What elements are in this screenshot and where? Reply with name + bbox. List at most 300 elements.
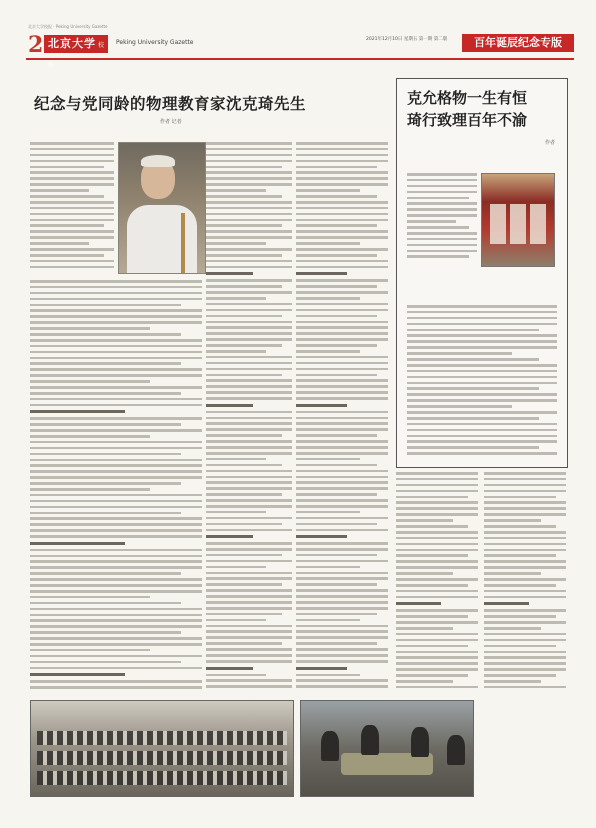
text-line bbox=[206, 636, 292, 639]
text-line bbox=[296, 535, 347, 538]
text-line bbox=[206, 595, 292, 598]
text-line bbox=[206, 619, 266, 622]
text-line bbox=[206, 660, 292, 663]
text-line bbox=[396, 686, 478, 689]
text-line bbox=[484, 651, 566, 654]
text-line bbox=[30, 470, 202, 473]
text-line bbox=[30, 404, 202, 407]
text-line bbox=[206, 195, 282, 198]
text-line bbox=[206, 160, 292, 163]
text-line bbox=[296, 332, 388, 335]
text-line bbox=[206, 230, 292, 233]
text-line bbox=[407, 358, 539, 361]
text-line bbox=[296, 583, 377, 586]
text-line bbox=[296, 385, 388, 388]
text-line bbox=[296, 548, 388, 551]
text-line bbox=[296, 566, 360, 569]
text-line bbox=[30, 362, 181, 365]
text-line bbox=[396, 645, 468, 648]
text-line bbox=[30, 201, 114, 204]
text-line bbox=[484, 496, 556, 499]
text-line bbox=[296, 236, 388, 239]
text-line bbox=[206, 529, 292, 532]
text-line bbox=[296, 260, 388, 263]
text-line bbox=[30, 148, 114, 151]
text-line bbox=[206, 207, 292, 210]
text-line bbox=[30, 512, 181, 515]
text-line bbox=[407, 334, 557, 337]
text-line bbox=[296, 411, 388, 414]
text-line bbox=[407, 317, 557, 320]
text-line bbox=[296, 560, 388, 563]
text-line bbox=[30, 417, 202, 420]
text-line bbox=[206, 464, 282, 467]
text-line bbox=[30, 351, 202, 354]
text-line bbox=[396, 674, 468, 677]
text-line bbox=[206, 411, 292, 414]
text-line bbox=[296, 577, 388, 580]
text-line bbox=[30, 549, 202, 552]
text-line bbox=[206, 542, 292, 545]
text-line bbox=[484, 590, 566, 593]
text-line bbox=[296, 470, 388, 473]
text-line bbox=[30, 649, 150, 652]
text-line bbox=[296, 417, 388, 420]
text-line bbox=[206, 142, 292, 145]
text-line bbox=[396, 621, 478, 624]
text-line bbox=[396, 501, 478, 504]
text-line bbox=[396, 507, 478, 510]
newspaper-logo bbox=[44, 35, 108, 69]
text-line bbox=[30, 286, 202, 289]
text-line bbox=[30, 506, 202, 509]
text-line bbox=[30, 357, 202, 360]
text-line bbox=[30, 500, 202, 503]
text-line bbox=[30, 441, 202, 444]
text-line bbox=[206, 572, 292, 575]
text-line bbox=[407, 173, 477, 176]
text-line bbox=[206, 607, 292, 610]
text-line bbox=[206, 648, 292, 651]
text-line bbox=[407, 376, 557, 379]
text-line bbox=[296, 279, 388, 282]
text-line bbox=[206, 321, 292, 324]
text-line bbox=[206, 177, 292, 180]
text-line bbox=[296, 213, 388, 216]
text-line bbox=[206, 499, 292, 502]
text-line bbox=[484, 537, 566, 540]
text-line bbox=[484, 584, 556, 587]
text-line bbox=[407, 191, 477, 194]
text-line bbox=[206, 183, 292, 186]
text-line bbox=[30, 380, 150, 383]
article-column-4 bbox=[396, 472, 478, 692]
text-line bbox=[296, 171, 388, 174]
text-line bbox=[296, 601, 388, 604]
text-line bbox=[30, 447, 202, 450]
text-line bbox=[296, 613, 377, 616]
text-line bbox=[296, 428, 388, 431]
text-line bbox=[296, 374, 377, 377]
text-line bbox=[206, 511, 266, 514]
text-line bbox=[206, 434, 282, 437]
text-line bbox=[296, 476, 388, 479]
text-line bbox=[30, 248, 114, 251]
text-line bbox=[206, 674, 266, 677]
text-line bbox=[296, 595, 388, 598]
text-line bbox=[206, 548, 292, 551]
text-line bbox=[296, 242, 360, 245]
text-line bbox=[407, 387, 539, 390]
text-line bbox=[296, 511, 360, 514]
text-line bbox=[30, 333, 181, 336]
text-line bbox=[296, 189, 360, 192]
text-line bbox=[206, 171, 292, 174]
text-line bbox=[396, 584, 468, 587]
text-line bbox=[30, 224, 104, 227]
text-line bbox=[206, 368, 292, 371]
text-line bbox=[206, 279, 292, 282]
text-line bbox=[296, 619, 360, 622]
text-line bbox=[396, 472, 478, 475]
text-line bbox=[407, 305, 557, 308]
text-line bbox=[206, 362, 292, 365]
text-line bbox=[206, 326, 292, 329]
text-line bbox=[396, 554, 468, 557]
text-line bbox=[407, 364, 557, 367]
logo-text: 北京大学 bbox=[48, 37, 96, 50]
text-line bbox=[484, 484, 566, 487]
text-line bbox=[206, 493, 282, 496]
text-line bbox=[206, 201, 292, 204]
text-line bbox=[407, 440, 557, 443]
text-line bbox=[407, 255, 469, 258]
text-line bbox=[206, 397, 292, 400]
text-line bbox=[484, 490, 566, 493]
text-line bbox=[30, 661, 181, 664]
text-line bbox=[30, 374, 202, 377]
text-line bbox=[206, 356, 292, 359]
text-line bbox=[296, 440, 388, 443]
text-line bbox=[296, 154, 388, 157]
text-line bbox=[30, 177, 114, 180]
text-line bbox=[484, 478, 566, 481]
text-line bbox=[296, 315, 377, 318]
text-line bbox=[296, 607, 388, 610]
text-line bbox=[407, 340, 557, 343]
text-line bbox=[396, 651, 478, 654]
text-line bbox=[296, 195, 377, 198]
text-line bbox=[206, 422, 292, 425]
text-line bbox=[396, 602, 441, 605]
text-line bbox=[206, 577, 292, 580]
text-line bbox=[30, 631, 181, 634]
text-line bbox=[206, 344, 282, 347]
text-line bbox=[206, 458, 266, 461]
text-line bbox=[296, 160, 388, 163]
text-line bbox=[296, 309, 388, 312]
text-line bbox=[407, 352, 512, 355]
text-line bbox=[206, 685, 292, 688]
text-line bbox=[30, 590, 202, 593]
text-line bbox=[296, 589, 388, 592]
text-line bbox=[30, 435, 150, 438]
text-line bbox=[30, 482, 181, 485]
text-line bbox=[296, 642, 377, 645]
text-line bbox=[396, 668, 478, 671]
text-line bbox=[396, 513, 478, 516]
text-line bbox=[296, 481, 388, 484]
text-line bbox=[484, 543, 566, 546]
text-line bbox=[30, 345, 202, 348]
text-line bbox=[296, 554, 377, 557]
text-line bbox=[296, 636, 388, 639]
text-line bbox=[407, 232, 477, 235]
text-line bbox=[484, 627, 541, 630]
text-line bbox=[296, 356, 388, 359]
text-line bbox=[30, 637, 202, 640]
text-line bbox=[30, 386, 202, 389]
text-line bbox=[30, 298, 202, 301]
masthead-rule bbox=[26, 58, 574, 60]
text-line bbox=[30, 195, 104, 198]
text-line bbox=[396, 560, 478, 563]
text-line bbox=[396, 537, 478, 540]
text-line bbox=[30, 304, 181, 307]
text-line bbox=[30, 392, 181, 395]
text-line bbox=[484, 566, 566, 569]
text-line bbox=[30, 459, 202, 462]
side-feature-headline: 克允格物一生有恒 琦行致理百年不渝 bbox=[407, 89, 528, 129]
text-line bbox=[206, 332, 292, 335]
text-line bbox=[407, 393, 557, 396]
article-column-1b bbox=[30, 280, 202, 692]
text-line bbox=[407, 399, 557, 402]
text-line bbox=[206, 291, 292, 294]
text-line bbox=[30, 464, 202, 467]
text-line bbox=[296, 685, 388, 688]
text-line bbox=[296, 458, 360, 461]
text-line bbox=[206, 309, 292, 312]
text-line bbox=[296, 219, 388, 222]
text-line bbox=[206, 505, 292, 508]
text-line bbox=[296, 464, 377, 467]
text-line bbox=[296, 404, 347, 407]
text-line bbox=[407, 346, 557, 349]
text-line bbox=[407, 446, 539, 449]
meeting-photo bbox=[300, 700, 474, 797]
text-line bbox=[296, 630, 388, 633]
text-line bbox=[206, 517, 292, 520]
text-line bbox=[30, 529, 202, 532]
text-line bbox=[484, 609, 566, 612]
text-line bbox=[407, 220, 456, 223]
text-line bbox=[296, 542, 388, 545]
text-line bbox=[296, 368, 388, 371]
article-column-5 bbox=[484, 472, 566, 692]
text-line bbox=[30, 517, 202, 520]
text-line bbox=[484, 513, 566, 516]
text-line bbox=[206, 315, 282, 318]
text-line bbox=[206, 236, 292, 239]
text-line bbox=[206, 523, 282, 526]
article-column-2 bbox=[206, 142, 292, 691]
text-line bbox=[407, 323, 557, 326]
text-line bbox=[206, 417, 292, 420]
text-line bbox=[484, 656, 566, 659]
text-line bbox=[206, 566, 266, 569]
text-line bbox=[296, 272, 347, 275]
text-line bbox=[30, 494, 202, 497]
text-line bbox=[296, 523, 377, 526]
text-line bbox=[30, 542, 125, 545]
text-line bbox=[484, 639, 566, 642]
text-line bbox=[396, 609, 478, 612]
text-line bbox=[206, 350, 266, 353]
text-line bbox=[206, 446, 292, 449]
text-line bbox=[296, 166, 377, 169]
text-line bbox=[30, 560, 202, 563]
text-line bbox=[206, 213, 292, 216]
text-line bbox=[30, 608, 202, 611]
text-line bbox=[206, 148, 292, 151]
text-line bbox=[296, 350, 360, 353]
text-line bbox=[30, 578, 202, 581]
dateline: 2021年12月10日 星期五 第一期 第二版 bbox=[366, 37, 448, 42]
text-line bbox=[484, 674, 556, 677]
text-line bbox=[206, 285, 282, 288]
text-line bbox=[30, 230, 114, 233]
main-byline: 作者 记者 bbox=[160, 119, 182, 125]
text-line bbox=[484, 572, 541, 575]
text-line bbox=[296, 529, 388, 532]
text-line bbox=[484, 501, 566, 504]
text-line bbox=[396, 639, 478, 642]
text-line bbox=[407, 370, 557, 373]
special-issue-banner: 百年诞辰纪念专版 bbox=[462, 34, 574, 52]
text-line bbox=[296, 297, 360, 300]
exhibit-photo bbox=[481, 173, 555, 267]
text-line bbox=[206, 535, 253, 538]
text-line bbox=[30, 339, 202, 342]
side-feature-box bbox=[396, 78, 568, 468]
text-line bbox=[30, 655, 202, 658]
text-line bbox=[296, 493, 377, 496]
text-line bbox=[296, 201, 388, 204]
text-line bbox=[206, 481, 292, 484]
text-line bbox=[206, 440, 292, 443]
text-line bbox=[484, 668, 566, 671]
text-line bbox=[484, 680, 541, 683]
article-column-1 bbox=[30, 142, 114, 272]
text-line bbox=[407, 417, 539, 420]
text-line bbox=[30, 266, 114, 269]
text-line bbox=[206, 154, 292, 157]
text-line bbox=[396, 566, 478, 569]
text-line bbox=[206, 272, 253, 275]
text-line bbox=[30, 673, 125, 676]
text-line bbox=[206, 338, 292, 341]
text-line bbox=[484, 560, 566, 563]
text-line bbox=[296, 487, 388, 490]
text-line bbox=[407, 197, 469, 200]
text-line bbox=[396, 627, 453, 630]
text-line bbox=[30, 410, 125, 413]
text-line bbox=[484, 633, 566, 636]
text-line bbox=[296, 230, 388, 233]
text-line bbox=[30, 572, 181, 575]
text-line bbox=[30, 166, 104, 169]
text-line bbox=[30, 535, 202, 538]
text-line bbox=[206, 613, 282, 616]
text-line bbox=[206, 379, 292, 382]
text-line bbox=[30, 680, 202, 683]
text-line bbox=[484, 549, 566, 552]
text-line bbox=[206, 404, 253, 407]
text-line bbox=[30, 614, 202, 617]
text-line bbox=[30, 566, 202, 569]
text-line bbox=[296, 248, 388, 251]
text-line bbox=[296, 266, 388, 269]
text-line bbox=[206, 452, 292, 455]
text-line bbox=[484, 645, 556, 648]
text-line bbox=[407, 405, 512, 408]
text-line bbox=[206, 476, 292, 479]
text-line bbox=[396, 543, 478, 546]
text-line bbox=[396, 680, 453, 683]
masthead bbox=[26, 32, 574, 69]
text-line bbox=[30, 476, 202, 479]
text-line bbox=[30, 236, 114, 239]
text-line bbox=[484, 686, 566, 689]
text-line bbox=[206, 297, 266, 300]
text-line bbox=[296, 572, 388, 575]
text-line bbox=[296, 446, 388, 449]
text-line bbox=[407, 238, 477, 241]
text-line bbox=[30, 602, 181, 605]
text-line bbox=[407, 208, 477, 211]
text-line bbox=[296, 654, 388, 657]
text-line bbox=[206, 224, 282, 227]
text-line bbox=[484, 662, 566, 665]
text-line bbox=[30, 142, 114, 145]
text-line bbox=[30, 423, 181, 426]
text-line bbox=[30, 368, 202, 371]
group-photo bbox=[30, 700, 294, 797]
text-line bbox=[296, 321, 388, 324]
portrait-photo bbox=[118, 142, 206, 274]
text-line bbox=[206, 470, 292, 473]
text-line bbox=[396, 519, 453, 522]
text-line bbox=[484, 596, 566, 599]
text-line bbox=[407, 179, 477, 182]
text-line bbox=[396, 572, 453, 575]
text-line bbox=[396, 478, 478, 481]
text-line bbox=[296, 362, 388, 365]
text-line bbox=[296, 326, 388, 329]
text-line bbox=[396, 590, 478, 593]
text-line bbox=[484, 554, 556, 557]
text-line bbox=[296, 434, 377, 437]
main-headline: 纪念与党同龄的物理教育家沈克琦先生 bbox=[34, 94, 307, 113]
text-line bbox=[484, 519, 541, 522]
text-line bbox=[396, 633, 478, 636]
text-line bbox=[206, 266, 292, 269]
text-line bbox=[296, 648, 388, 651]
text-line bbox=[296, 452, 388, 455]
text-line bbox=[296, 207, 388, 210]
side-feature-byline: 作者 bbox=[544, 140, 555, 146]
